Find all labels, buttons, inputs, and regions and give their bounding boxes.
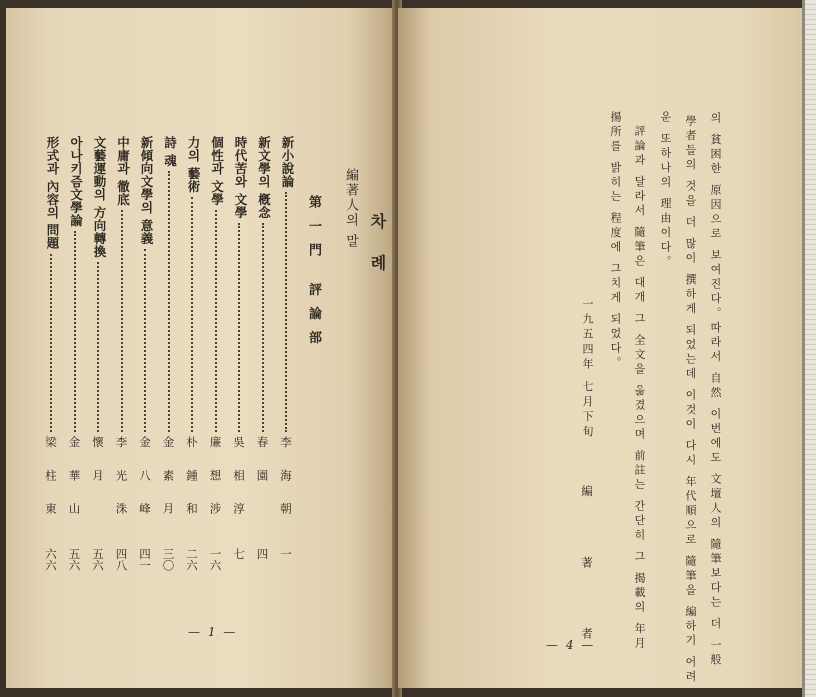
toc-dot-leader — [121, 210, 123, 432]
preface-line: 學者들의 것을 더 많이 撰하게 되었는데 이것이 다시 年代順으로 隨筆을 編하기 어려 — [684, 115, 697, 685]
preface-entry: 編著人의 말 — [343, 168, 358, 250]
toc-entry-title: 時代苦와 文學 — [233, 136, 248, 219]
preface-line: 의 貧困한 原因으로 보여진다。따라서 自然 이번에도 文壇人의 隨筆보다는 더 一般 — [709, 112, 722, 668]
toc-dot-leader — [168, 171, 170, 432]
toc-entry-author: 吳 相 淳 — [232, 436, 246, 523]
toc-entry-page: 三〇 — [161, 548, 176, 571]
preface-signature: 編 著 者 — [580, 485, 594, 667]
left-page-toc — [6, 8, 396, 688]
toc-entry-author: 廉 想 涉 — [208, 436, 223, 523]
scale-ruler — [802, 0, 816, 697]
toc-entry-author: 春 園 — [255, 436, 270, 490]
toc-dot-leader — [238, 223, 240, 432]
toc-entry-page: 四 — [255, 548, 270, 560]
toc-entry-author: 金 素 月 — [161, 436, 176, 523]
toc-entry-title: 詩 魂 — [162, 136, 178, 167]
toc-entry-page: 五六 — [67, 548, 82, 571]
preface-line: 운 또하나의 理由이다。 — [659, 111, 672, 270]
toc-entry-author: 懷 月 — [91, 436, 105, 490]
toc-entry-page: 二六 — [185, 548, 199, 571]
toc-entry-page: 一 — [279, 548, 293, 560]
toc-dot-leader — [285, 192, 287, 432]
toc-dot-leader — [191, 197, 193, 432]
toc-entry-author: 李 光 洙 — [114, 436, 129, 523]
toc-entry-author: 李 海 朝 — [279, 436, 293, 523]
toc-entry-title: 新文學의 槪念 — [256, 136, 272, 219]
toc-entry-page: 四一 — [138, 548, 152, 571]
toc-entry-title: 力의 藝術 — [186, 136, 201, 193]
preface-line: 揚所를 밝히는 程度에 그치게 되었다。 — [609, 111, 622, 371]
toc-entry-title: 아나키즘文學論 — [68, 136, 84, 227]
toc-dot-leader — [97, 262, 99, 432]
preface-date: 一九五四年 七月下旬 — [581, 298, 594, 441]
toc-entry-author: 朴 鍾 和 — [185, 436, 199, 523]
toc-entry-title: 文藝運動의 方向轉換 — [92, 136, 107, 258]
page-number: — 1 — — [188, 625, 238, 639]
toc-entry-title: 新傾向文學의 意義 — [139, 136, 154, 245]
toc-entry-author: 梁 柱 東 — [44, 436, 58, 523]
toc-entry-page: 四八 — [114, 548, 129, 571]
toc-entry-page: 七 — [232, 548, 246, 560]
toc-heading: 차 례 — [368, 213, 387, 281]
section-heading: 第一門 評論部 — [306, 195, 321, 355]
toc-dot-leader — [74, 231, 76, 432]
toc-dot-leader — [215, 210, 217, 432]
toc-entry-author: 金 八 峰 — [138, 436, 152, 523]
preface-line: 評論과 달라서 隨筆은 대개 그 全文을 옮겼으며 前註는 간단히 그 揭載의 年月 — [633, 125, 646, 652]
right-page-preface — [398, 8, 802, 688]
toc-dot-leader — [50, 254, 52, 432]
toc-entry-page: 一六 — [208, 548, 223, 571]
toc-entry-title: 中庸과 徹底 — [115, 136, 131, 206]
toc-entry-title: 形式과 內容의 問題 — [45, 136, 60, 250]
toc-entry-page: 五六 — [91, 548, 105, 571]
toc-entry-title: 個性과 文學 — [209, 136, 225, 206]
toc-dot-leader — [262, 223, 264, 432]
toc-entry-page: 六六 — [44, 548, 58, 571]
page-number: — 4 — — [546, 638, 596, 652]
toc-dot-leader — [144, 249, 146, 432]
toc-entry-title: 新小說論 — [280, 136, 295, 188]
toc-entry-author: 金 華 山 — [67, 436, 82, 523]
